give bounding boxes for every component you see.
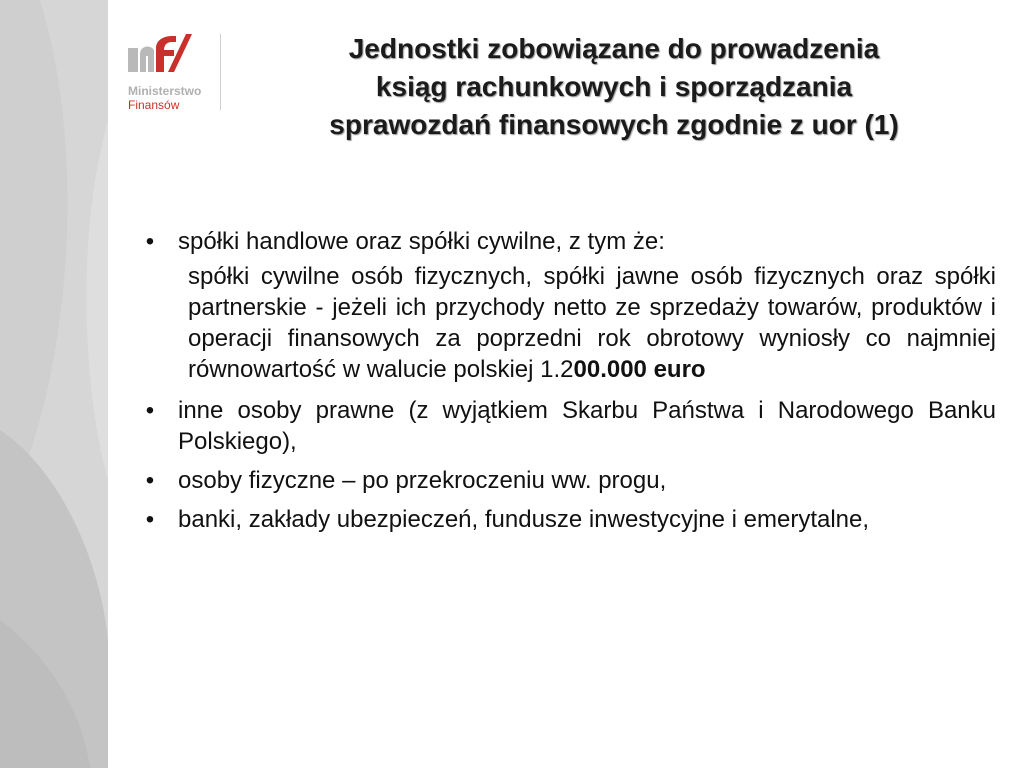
list-item [140, 465, 996, 496]
sub-paragraph-bold: 00.000 euro [573, 356, 706, 383]
slide-title [236, 30, 992, 144]
sidebar-curves [0, 0, 108, 768]
list-item [140, 226, 996, 257]
bullet-dot: • [145, 228, 155, 255]
slide-content [140, 226, 996, 543]
sub-paragraph [140, 261, 996, 385]
title-line-1: Jednostki zobowiązane do prowadzenia [348, 33, 880, 64]
mf-logo-icon [128, 34, 192, 74]
list-item [140, 395, 996, 457]
list-item-text: osoby fizyczne – po przekroczeniu ww. progu, [178, 467, 667, 494]
list-item-text: spółki handlowe oraz spółki cywilne, z tym że: [178, 228, 665, 255]
title-line-3: sprawozdań finansowych zgodnie z uor (1) [329, 109, 899, 140]
logo-line-2: Finansów [128, 98, 180, 112]
list-item-text: banki, zakłady ubezpieczeń, fundusze inwestycyjne i emerytalne, [178, 506, 870, 533]
sub-paragraph-text: spółki cywilne osób fizycznych, spółki jawne osób fizycznych oraz spółki partnerskie - jeżeli ich przychody netto ze sprzedaży towarów, produktów i operacji finansowych za poprzedni rok obrotowy wyniosły co najmniej równowartość w walucie polskiej 1.2 [188, 263, 996, 383]
bullet-dot: • [145, 397, 155, 424]
sidebar-decoration [0, 0, 108, 768]
logo-text [128, 84, 201, 112]
logo-divider [220, 34, 221, 110]
bullet-dot: • [145, 467, 155, 494]
title-line-2: ksiąg rachunkowych i sporządzania [375, 71, 853, 102]
bullet-dot: • [145, 506, 155, 533]
ministry-logo [124, 28, 234, 112]
list-item [140, 504, 996, 535]
logo-line-1: Ministerstwo [128, 84, 202, 98]
list-item-text: inne osoby prawne (z wyjątkiem Skarbu Państwa i Narodowego Banku Polskiego), [178, 397, 996, 455]
